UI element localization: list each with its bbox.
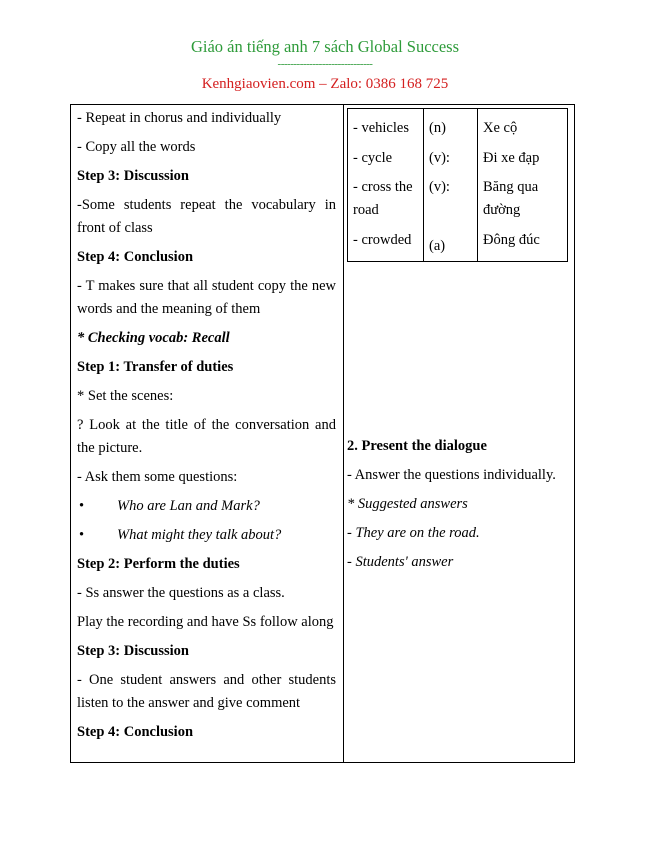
vocab-type-column — [424, 109, 478, 261]
student-activities-column — [347, 435, 571, 574]
step-heading: Step 1: Transfer of duties — [77, 359, 234, 375]
vocab-word: - cross the road — [353, 179, 413, 218]
text-line: Play the recording and have Ss follow along — [77, 614, 334, 630]
vocab-meaning-column — [478, 109, 567, 261]
vocab-meaning: Đông đúc — [483, 232, 540, 248]
teacher-activities-column — [77, 107, 336, 744]
text-line: - One student answers and other students listen to the answer and give comment — [77, 672, 336, 711]
vocab-meaning: Băng qua đường — [483, 179, 539, 218]
vocab-word: - crowded — [353, 232, 412, 248]
vocab-type: (v): — [429, 179, 450, 195]
list-item — [77, 495, 336, 518]
question-text: What might they talk about? — [117, 527, 282, 543]
text-line: * Set the scenes: — [77, 388, 174, 404]
text-line: ? Look at the title of the conversation and the picture. — [77, 417, 336, 456]
text-line: - Ask them some questions: — [77, 469, 238, 485]
text-line: - Copy all the words — [77, 139, 196, 155]
vocab-word: - cycle — [353, 150, 393, 166]
lesson-table — [70, 104, 575, 763]
text-line: - Ss answer the questions as a class. — [77, 585, 285, 601]
list-item — [77, 524, 336, 547]
text-line: - Answer the questions individually. — [347, 467, 556, 483]
text-line: * Suggested answers — [347, 496, 468, 512]
section-heading: 2. Present the dialogue — [347, 438, 487, 454]
text-line: - Repeat in chorus and individually — [77, 110, 282, 126]
header-divider: ------------------------------ — [277, 58, 373, 70]
text-line: -Some students repeat the vocabulary in front of class — [77, 197, 336, 236]
question-text: Who are Lan and Mark? — [117, 498, 260, 514]
step-heading: Step 4: Conclusion — [77, 724, 194, 740]
bullet-icon: • — [79, 527, 85, 543]
step-heading: Step 3: Discussion — [77, 643, 189, 659]
vocab-word-column — [348, 109, 424, 261]
column-divider — [343, 105, 344, 762]
bullet-icon: • — [79, 498, 85, 514]
step-heading: Step 2: Perform the duties — [77, 556, 240, 572]
document-title: Giáo án tiếng anh 7 sách Global Success — [190, 37, 460, 56]
header-contact: Kenhgiaovien.com – Zalo: 0386 168 725 — [201, 76, 449, 92]
text-line: - They are on the road. — [347, 525, 480, 541]
section-heading: * Checking vocab: Recall — [77, 330, 230, 346]
vocab-type: (n) — [429, 120, 446, 136]
vocab-type: (v): — [429, 150, 450, 166]
vocabulary-table — [347, 108, 568, 262]
text-line: - T makes sure that all student copy the new words and the meaning of them — [77, 278, 336, 317]
step-heading: Step 3: Discussion — [77, 168, 189, 184]
vocab-word: - vehicles — [353, 120, 409, 136]
vocab-type: (a) — [429, 238, 446, 254]
text-line: - Students' answer — [347, 554, 454, 570]
vocab-meaning: Đi xe đạp — [483, 150, 540, 166]
step-heading: Step 4: Conclusion — [77, 249, 194, 265]
vocab-meaning: Xe cộ — [483, 120, 518, 136]
